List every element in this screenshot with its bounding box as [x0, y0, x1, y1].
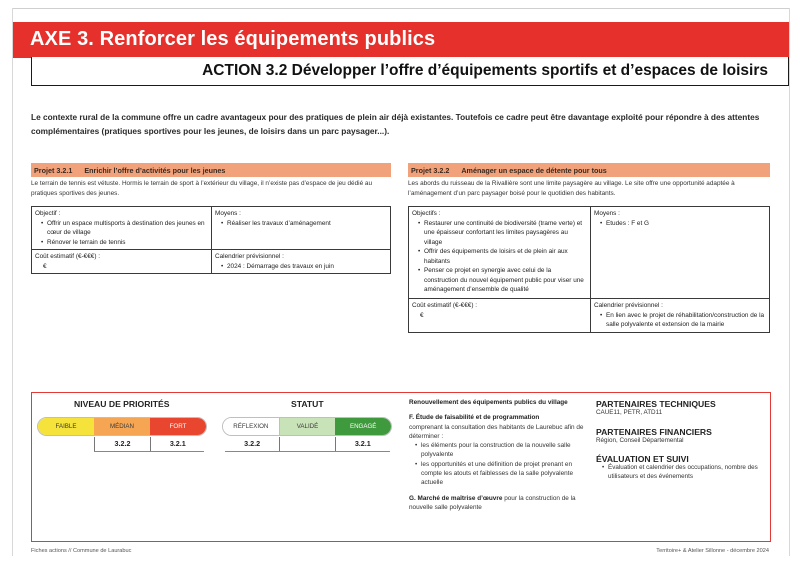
project-1-moyens-cell	[212, 207, 391, 250]
priorite-faible-value	[40, 437, 94, 451]
partenaires-financiers-text: Région, Conseil Départemental	[596, 436, 684, 444]
statut-title: STATUT	[291, 399, 324, 409]
project-2-cout-cell	[409, 299, 591, 333]
marche-g	[409, 494, 587, 513]
priorite-fort-segment: FORT	[150, 418, 206, 435]
project-2-objectif-item: • Restaurer une continuité de biodiversité (trame verte) et une épaisseur confortant les limites paysagères au village	[418, 219, 587, 248]
project-1-objectif-item: • Offrir un espace multisports à destination des jeunes en cœur de village	[41, 219, 208, 238]
etude-f-text: comprenant la consultation des habitants de Laurebuc afin de déterminer :	[409, 423, 584, 440]
project-2-header	[408, 163, 770, 177]
etude-f-item: • les opportunités et une définition de projet prenant en compte les atouts et faiblesses de la salle polyvalente actuelle	[415, 460, 587, 488]
project-1-cout-label: Coût estimatif (€-€€€) :	[35, 253, 100, 260]
project-2-moyens-label: Moyens :	[594, 210, 620, 217]
renouvellement-block	[409, 398, 587, 512]
project-2-objectifs-cell	[409, 207, 591, 299]
partenaires-techniques-text: CAUE11, PETR, ATD11	[596, 409, 663, 416]
statut-values	[225, 437, 390, 451]
priorites-underline	[94, 451, 204, 452]
evaluation-list	[596, 464, 771, 481]
priorite-median-value: 3.2.2	[94, 437, 149, 451]
project-2-moyens-cell	[591, 207, 770, 299]
project-2-objectif-item: • Offrir des équipements de loisirs et de plein air aux habitants	[418, 247, 587, 266]
statut-scale	[222, 417, 392, 436]
project-2-objectif-item: • Penser ce projet en synergie avec celui de la construction du nouvel équipement public pour viser une aménagement d’ensemble de qualité	[418, 266, 587, 295]
page-frame-right	[789, 8, 790, 556]
project-2-calendrier-label: Calendrier prévisionnel :	[594, 302, 663, 309]
evaluation-title: ÉVALUATION ET SUIVI	[596, 454, 689, 464]
project-2-calendrier-cell	[591, 299, 770, 333]
project-2-moyens-item: • Etudes : F et G	[600, 219, 766, 229]
statut-engage-value: 3.2.1	[335, 437, 390, 451]
project-1-number: Projet 3.2.1	[34, 166, 73, 175]
page-frame-left	[12, 8, 13, 556]
footer-right: Territoire+ & Atelier Sillonne - décembre 2024	[656, 548, 769, 554]
marche-g-title: G. Marché de maîtrise d’œuvre	[409, 494, 503, 502]
footer-left: Fiches actions // Commune de Laurabuc	[31, 548, 132, 554]
priorite-faible-segment: FAIBLE	[38, 418, 94, 435]
project-2-title: Aménager un espace de détente pour tous	[461, 166, 607, 175]
project-2-objectif-label: Objectifs :	[412, 210, 441, 217]
statut-reflexion-segment: RÉFLEXION	[223, 418, 279, 435]
project-1-objectif-item: • Rénover le terrain de tennis	[41, 238, 208, 248]
priorites-values	[40, 437, 205, 451]
action-title: ACTION 3.2 Développer l’offre d’équipements sportifs et d’espaces de loisirs	[202, 62, 768, 79]
project-1-moyens-item: • Réaliser les travaux d’aménagement	[221, 219, 387, 229]
project-1-title: Enrichir l’offre d’activités pour les jeunes	[84, 166, 226, 175]
priorite-median-segment: MÉDIAN	[94, 418, 150, 435]
statut-valide-segment: VALIDÉ	[279, 418, 336, 435]
intro-paragraph: Le contexte rural de la commune offre un cadre avantageux pour des pratiques de plein air déjà existantes. Toutefois ce cadre peut être davantage exploité pour répondre à des attentes complémentaires (pratiques sportives pour les jeunes, de loisirs dans un parc paysager...).	[31, 112, 760, 136]
renouvellement-title: Renouvellement des équipements publics du village	[409, 399, 568, 406]
project-1-table	[31, 206, 391, 274]
statut-valide-value	[279, 437, 334, 451]
statut-reflexion-value: 3.2.2	[244, 439, 261, 448]
statut-engage-segment: ENGAGÉ	[335, 418, 391, 435]
project-2-cout-value: €	[420, 311, 424, 319]
priorites-title: NIVEAU DE PRIORITÉS	[74, 399, 170, 409]
partenaires-block	[596, 399, 771, 490]
project-1-objectif-label: Objectif :	[35, 210, 61, 217]
partenaires-financiers-title: PARTENAIRES FINANCIERS	[596, 426, 712, 437]
evaluation-item: • Évaluation et calendrier des occupations, nombre des utilisateurs et des événements	[602, 464, 771, 481]
project-1-moyens-label: Moyens :	[215, 210, 241, 217]
project-1-cout-value: €	[43, 262, 47, 270]
marche-g-text: pour la construction de la nouvelle salle polyvalente	[409, 494, 576, 511]
project-1-calendrier-label: Calendrier prévisionnel :	[215, 253, 284, 260]
project-2-calendrier-item: • En lien avec le projet de réhabilitation/construction de la salle polyvalente et extension de la mairie	[600, 311, 766, 330]
action-header	[31, 57, 789, 86]
project-1-cout-cell	[32, 250, 212, 274]
partenaires-techniques-title: PARTENAIRES TECHNIQUES	[596, 399, 716, 409]
project-2-number: Projet 3.2.2	[411, 166, 450, 175]
etude-f-title: F. Étude de faisabilité et de programmation	[409, 414, 540, 422]
project-1-calendrier-item: • 2024 : Démarrage des travaux en juin	[221, 262, 387, 272]
etude-f	[409, 413, 587, 487]
project-1-objectifs-cell	[32, 207, 212, 250]
priorites-scale	[37, 417, 207, 436]
etude-f-item: • les éléments pour la construction de la nouvelle salle polyvalente	[415, 441, 587, 460]
priorite-fort-value: 3.2.1	[150, 437, 205, 451]
project-2-cout-label: Coût estimatif (€-€€€) :	[412, 302, 477, 309]
statut-underline	[225, 451, 390, 452]
page-frame-top	[12, 8, 790, 9]
project-2-table	[408, 206, 770, 333]
axe-title: AXE 3. Renforcer les équipements publics	[30, 28, 436, 50]
project-2-description: Les abords du ruisseau de la Rivallière sont une limite paysagère au village. Le site offre une opportunité adaptée à l’aménagement d’un parc paysager boisé pour le quotidien des habitants.	[408, 180, 735, 197]
project-1-header	[31, 163, 391, 177]
project-1-description: Le terrain de tennis est vétuste. Hormis le terrain de sport à l’extérieur du village, il n’existe pas d’espace de jeu dédié au pratiques sportives des jeunes.	[31, 180, 373, 197]
project-1-calendrier-cell	[212, 250, 391, 274]
